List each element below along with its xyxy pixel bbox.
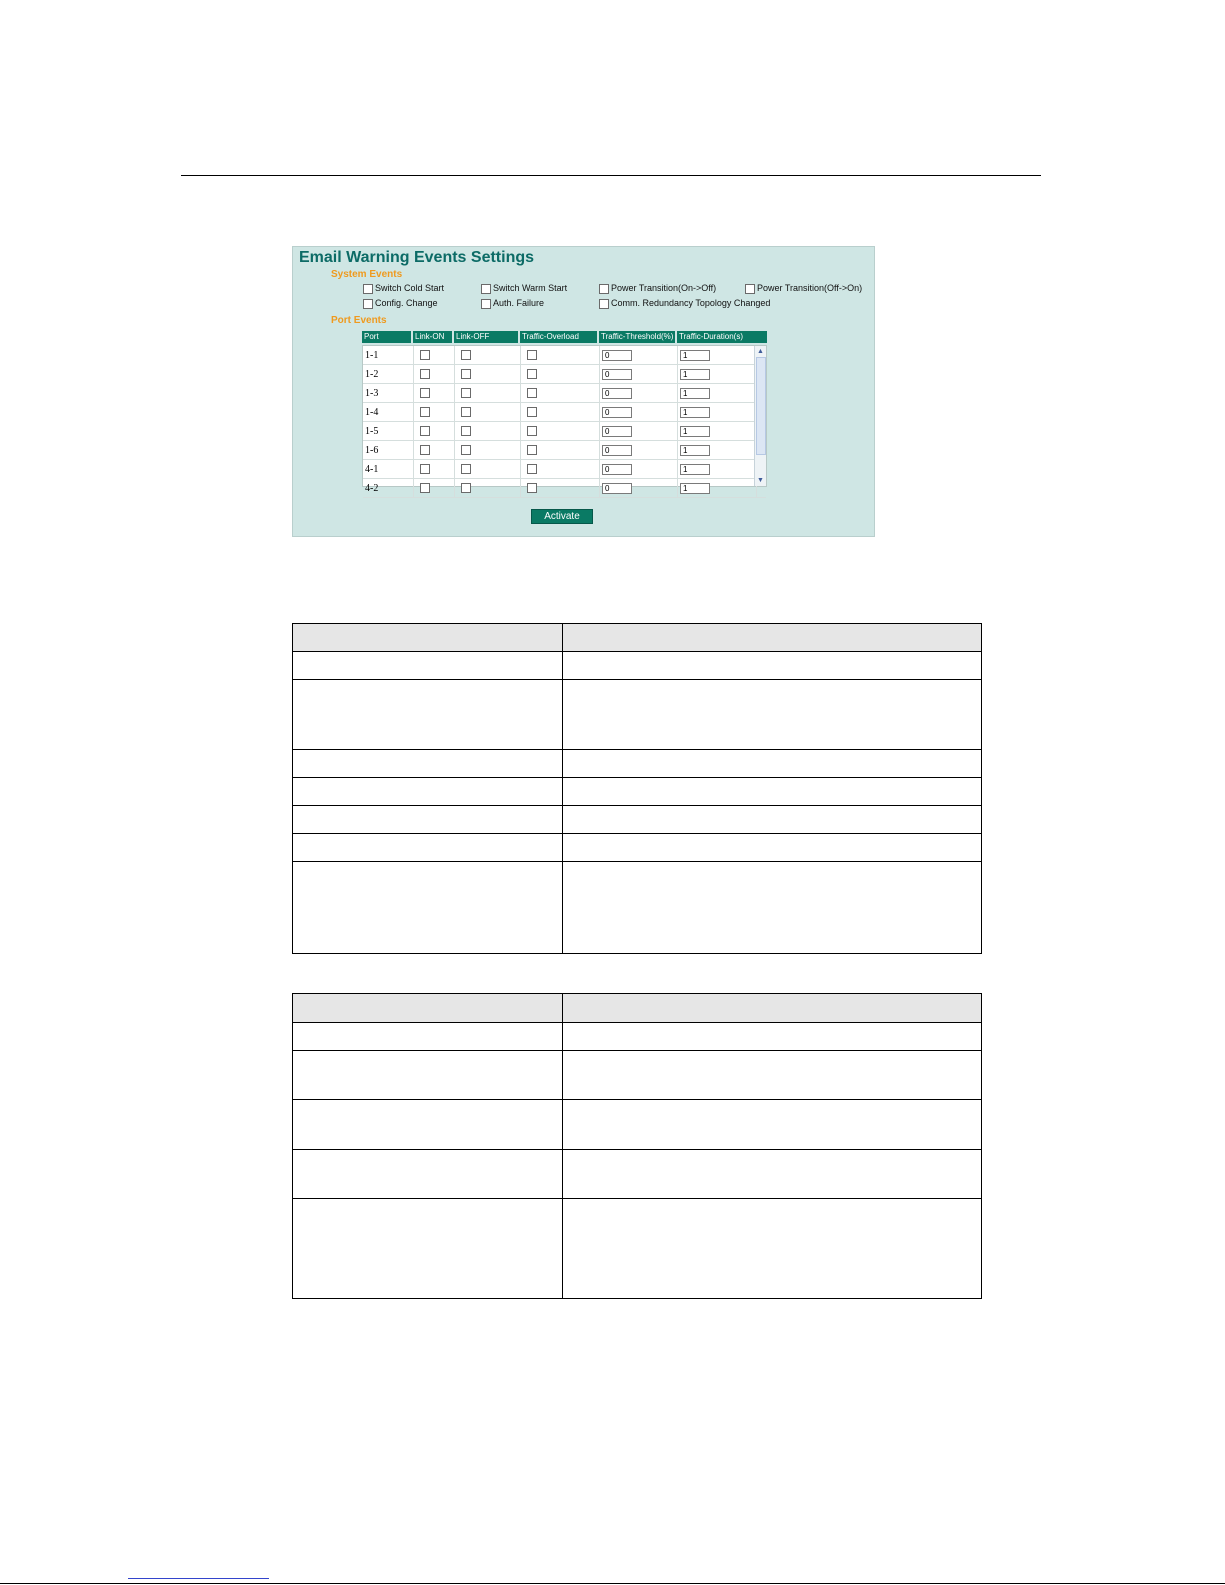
port-label: 1-5 <box>363 422 414 440</box>
table-cell <box>678 403 757 421</box>
traffic-duration-input[interactable] <box>680 369 710 380</box>
option-power-transition-off-on[interactable] <box>745 283 862 294</box>
table-cell <box>678 384 757 402</box>
table-cell <box>293 624 563 652</box>
table-cell <box>521 479 600 497</box>
port-row <box>363 403 766 422</box>
table-cell <box>293 750 563 778</box>
activate-button[interactable]: Activate <box>531 509 593 524</box>
scroll-thumb[interactable] <box>756 357 766 455</box>
traffic-threshold-input[interactable] <box>602 426 632 437</box>
table-cell <box>414 384 455 402</box>
option-switch-cold-start[interactable] <box>363 283 444 294</box>
port-row <box>363 460 766 479</box>
link-off-checkbox[interactable] <box>461 369 471 379</box>
traffic-overload-checkbox[interactable] <box>527 369 537 379</box>
traffic-overload-checkbox[interactable] <box>527 445 537 455</box>
traffic-overload-checkbox[interactable] <box>527 426 537 436</box>
port-table-header <box>362 331 767 343</box>
port-row <box>363 441 766 460</box>
option-label: Comm. Redundancy Topology Changed <box>611 298 771 308</box>
table-cell <box>563 994 982 1023</box>
scroll-up-icon[interactable]: ▲ <box>757 348 764 355</box>
link-off-checkbox[interactable] <box>461 350 471 360</box>
traffic-overload-checkbox[interactable] <box>527 407 537 417</box>
table-cell <box>600 346 678 364</box>
link-on-checkbox[interactable] <box>420 388 430 398</box>
port-events-table <box>362 331 767 494</box>
link-off-checkbox[interactable] <box>461 407 471 417</box>
table-header-row <box>293 994 982 1023</box>
link-on-checkbox[interactable] <box>420 464 430 474</box>
header-rule <box>181 175 1041 176</box>
table-cell <box>293 778 563 806</box>
link-on-checkbox[interactable] <box>420 445 430 455</box>
port-events-title: Port Events <box>331 315 387 326</box>
table-cell <box>563 624 982 652</box>
table-cell <box>455 346 521 364</box>
table-cell <box>293 806 563 834</box>
traffic-duration-input[interactable] <box>680 407 710 418</box>
port-label: 1-3 <box>363 384 414 402</box>
table-cell <box>293 834 563 862</box>
vertical-scrollbar[interactable] <box>754 346 766 486</box>
table-cell <box>293 1023 563 1051</box>
option-label: Config. Change <box>375 298 438 308</box>
port-label: 1-6 <box>363 441 414 459</box>
link-off-checkbox[interactable] <box>461 445 471 455</box>
traffic-threshold-input[interactable] <box>602 369 632 380</box>
traffic-threshold-input[interactable] <box>602 407 632 418</box>
link-off-checkbox[interactable] <box>461 426 471 436</box>
table-cell <box>521 384 600 402</box>
table-cell <box>521 460 600 478</box>
table-cell <box>455 441 521 459</box>
table-cell <box>455 403 521 421</box>
table-cell <box>678 365 757 383</box>
table-row <box>293 834 982 862</box>
checkbox[interactable] <box>599 299 609 309</box>
traffic-duration-input[interactable] <box>680 350 710 361</box>
table-cell <box>293 1199 563 1299</box>
table-cell <box>563 778 982 806</box>
traffic-overload-checkbox[interactable] <box>527 483 537 493</box>
traffic-threshold-input[interactable] <box>602 464 632 475</box>
traffic-duration-input[interactable] <box>680 388 710 399</box>
port-row <box>363 346 766 365</box>
port-row <box>363 384 766 403</box>
table-cell <box>678 460 757 478</box>
table-cell <box>414 479 455 497</box>
traffic-threshold-input[interactable] <box>602 388 632 399</box>
table-row <box>293 1023 982 1051</box>
port-table-body[interactable] <box>362 345 767 494</box>
table-cell <box>414 365 455 383</box>
table-row <box>293 750 982 778</box>
table-cell <box>293 652 563 680</box>
traffic-duration-input[interactable] <box>680 464 710 475</box>
table-cell <box>600 365 678 383</box>
table-cell <box>600 384 678 402</box>
port-label: 1-4 <box>363 403 414 421</box>
checkbox[interactable] <box>599 284 609 294</box>
table-cell <box>563 750 982 778</box>
table-cell <box>563 1150 982 1199</box>
link-on-checkbox[interactable] <box>420 483 430 493</box>
table-row <box>293 1150 982 1199</box>
table-cell <box>600 460 678 478</box>
table-cell <box>563 1051 982 1100</box>
column-header-link-on: Link-ON <box>413 331 454 343</box>
table-cell <box>414 346 455 364</box>
table-cell <box>521 422 600 440</box>
traffic-threshold-input[interactable] <box>602 350 632 361</box>
port-row <box>363 422 766 441</box>
option-auth-failure[interactable] <box>481 298 544 309</box>
footer-rule <box>0 1583 1225 1584</box>
table-row <box>293 1199 982 1299</box>
table-cell <box>563 652 982 680</box>
table-cell <box>563 1023 982 1051</box>
table-cell <box>600 479 678 497</box>
port-label: 1-2 <box>363 365 414 383</box>
option-label: Auth. Failure <box>493 298 545 308</box>
table-cell <box>563 834 982 862</box>
settings-description-table-1 <box>292 623 982 954</box>
option-label: Switch Warm Start <box>493 283 568 293</box>
option-config-change[interactable] <box>363 298 438 309</box>
traffic-overload-checkbox[interactable] <box>527 464 537 474</box>
system-events-title: System Events <box>331 269 403 280</box>
table-cell <box>521 403 600 421</box>
table-row <box>293 862 982 954</box>
table-cell <box>414 460 455 478</box>
settings-description-table-2 <box>292 993 982 1299</box>
checkbox[interactable] <box>745 284 755 294</box>
port-label: 1-1 <box>363 346 414 364</box>
port-row <box>363 365 766 384</box>
table-cell <box>293 994 563 1023</box>
table-cell <box>293 1150 563 1199</box>
table-cell <box>521 441 600 459</box>
table-row <box>293 806 982 834</box>
table-cell <box>563 806 982 834</box>
column-header-traffic-overload: Traffic-Overload <box>520 331 599 343</box>
panel-title: Email Warning Events Settings <box>299 249 535 266</box>
table-cell <box>521 346 600 364</box>
option-comm-redundancy-topology-changed[interactable] <box>599 298 770 309</box>
table-cell <box>563 680 982 750</box>
table-cell <box>678 441 757 459</box>
table-cell <box>455 479 521 497</box>
option-switch-warm-start[interactable] <box>481 283 567 294</box>
traffic-duration-input[interactable] <box>680 483 710 494</box>
checkbox[interactable] <box>363 284 373 294</box>
table-cell <box>678 479 757 497</box>
table-cell <box>414 403 455 421</box>
traffic-threshold-input[interactable] <box>602 483 632 494</box>
table-row <box>293 652 982 680</box>
table-cell <box>293 1051 563 1100</box>
checkbox[interactable] <box>481 284 491 294</box>
column-header-link-off: Link-OFF <box>454 331 520 343</box>
table-cell <box>293 680 563 750</box>
link-on-checkbox[interactable] <box>420 407 430 417</box>
option-label: Power Transition(Off->On) <box>757 283 863 293</box>
link-off-checkbox[interactable] <box>461 464 471 474</box>
traffic-overload-checkbox[interactable] <box>527 350 537 360</box>
option-power-transition-on-off[interactable] <box>599 283 716 294</box>
port-label: 4-1 <box>363 460 414 478</box>
traffic-overload-checkbox[interactable] <box>527 388 537 398</box>
table-cell <box>600 403 678 421</box>
link-off-checkbox[interactable] <box>461 483 471 493</box>
table-cell <box>414 422 455 440</box>
table-cell <box>455 422 521 440</box>
table-cell <box>563 1100 982 1150</box>
option-label: Switch Cold Start <box>375 283 445 293</box>
table-cell <box>600 441 678 459</box>
table-cell <box>678 422 757 440</box>
table-row <box>293 1051 982 1100</box>
checkbox[interactable] <box>363 299 373 309</box>
footer-link-underline <box>128 1578 269 1579</box>
column-header-traffic-threshold: Traffic-Threshold(%) <box>599 331 677 343</box>
column-header-traffic-duration: Traffic-Duration(s) <box>677 331 767 343</box>
port-row <box>363 479 766 498</box>
table-header-row <box>293 624 982 652</box>
traffic-threshold-input[interactable] <box>602 445 632 456</box>
traffic-duration-input[interactable] <box>680 445 710 456</box>
table-cell <box>455 384 521 402</box>
table-cell <box>678 346 757 364</box>
traffic-duration-input[interactable] <box>680 426 710 437</box>
table-cell <box>521 365 600 383</box>
table-cell <box>563 1199 982 1299</box>
scroll-down-icon[interactable]: ▼ <box>757 477 764 484</box>
link-off-checkbox[interactable] <box>461 388 471 398</box>
checkbox[interactable] <box>481 299 491 309</box>
table-cell <box>293 862 563 954</box>
link-on-checkbox[interactable] <box>420 369 430 379</box>
table-cell <box>414 441 455 459</box>
link-on-checkbox[interactable] <box>420 426 430 436</box>
table-row <box>293 778 982 806</box>
option-label: Power Transition(On->Off) <box>611 283 717 293</box>
table-cell <box>455 365 521 383</box>
column-header-port: Port <box>362 331 413 343</box>
port-label: 4-2 <box>363 479 414 497</box>
table-cell <box>455 460 521 478</box>
link-on-checkbox[interactable] <box>420 350 430 360</box>
table-row <box>293 1100 982 1150</box>
table-cell <box>600 422 678 440</box>
email-warning-events-panel <box>292 246 875 537</box>
table-row <box>293 680 982 750</box>
table-cell <box>293 1100 563 1150</box>
table-cell <box>563 862 982 954</box>
